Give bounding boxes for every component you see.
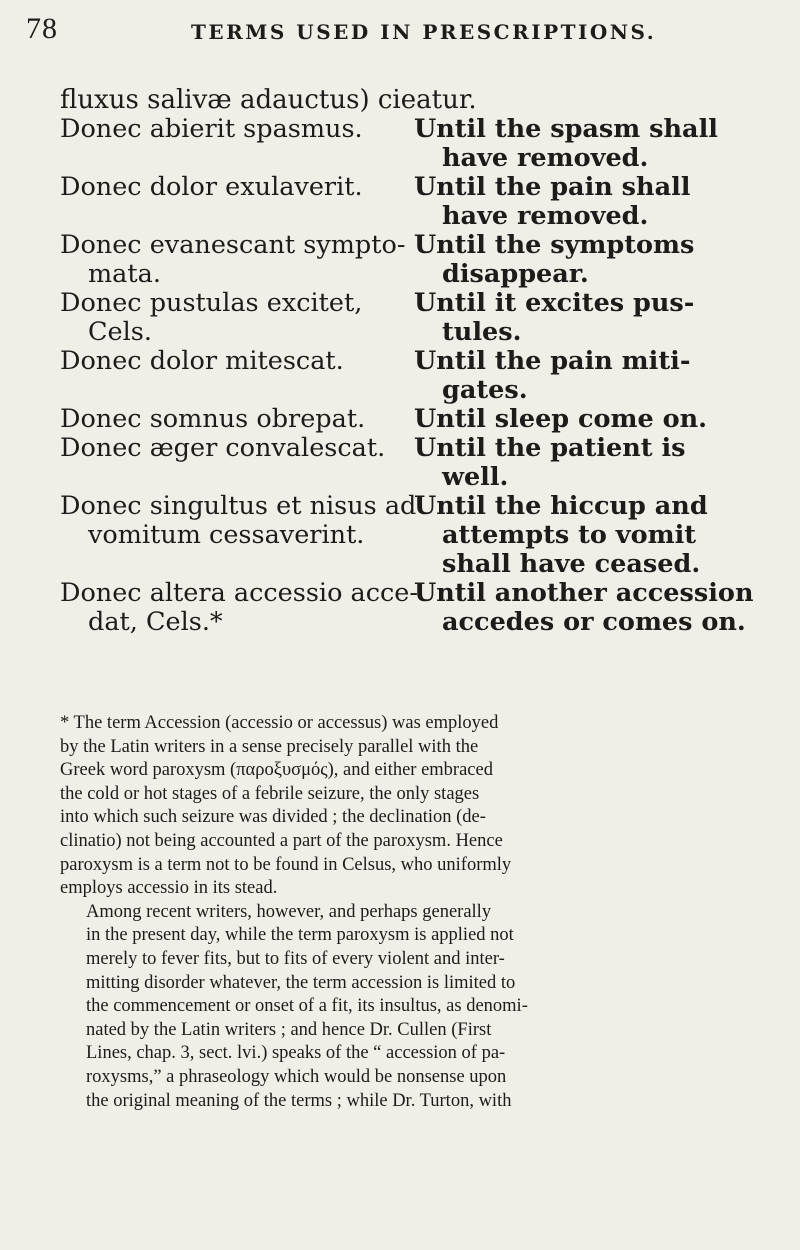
- latin-phrase: [60, 347, 414, 405]
- english-translation: [414, 231, 744, 289]
- english-line: shall have ceased.: [442, 549, 701, 579]
- footnote-line: nated by the Latin writers ; and hence Dr. Cullen (First: [86, 1019, 492, 1040]
- english-line: Until another accession: [414, 578, 754, 608]
- english-line: well.: [442, 462, 509, 492]
- english-line: have removed.: [442, 201, 649, 231]
- english-translation: [414, 434, 744, 492]
- phrase-row: [60, 579, 760, 637]
- latin-phrase: [60, 434, 414, 492]
- english-translation: [414, 115, 744, 173]
- latin-line: mata.: [88, 259, 161, 289]
- footnote-line: Lines, chap. 3, sect. lvi.) speaks of the “ accession of pa-: [86, 1043, 506, 1064]
- latin-line: dat, Cels.*: [88, 607, 223, 637]
- intro-line: [60, 86, 760, 115]
- footnote-line: paroxysm is a term not to be found in Celsus, who uniformly: [60, 854, 512, 875]
- footnote-line: mitting disorder whatever, the term accession is limited to: [86, 972, 516, 993]
- footnote-line: the cold or hot stages of a febrile seizure, the only stages: [60, 783, 480, 804]
- footnote-line: clinatio) not being accounted a part of the paroxysm. Hence: [60, 830, 503, 851]
- footnote: [60, 712, 760, 1113]
- latin-line: Donec abierit spasmus.: [60, 114, 363, 144]
- english-line: Until the patient is: [414, 433, 686, 463]
- english-line: Until the spasm shall: [414, 114, 718, 144]
- latin-line: Donec somnus obrepat.: [60, 404, 366, 434]
- running-head: [26, 12, 746, 52]
- english-translation: [414, 289, 744, 347]
- footnote-line: the commencement or onset of a fit, its insultus, as denomi-: [86, 996, 528, 1017]
- english-line: Until the pain shall: [414, 172, 691, 202]
- english-line: Until sleep come on.: [414, 404, 708, 434]
- latin-line: Donec pustulas excitet,: [60, 288, 363, 318]
- phrase-row: [60, 289, 760, 347]
- phrase-row: [60, 347, 760, 405]
- latin-line: vomitum cessaverint.: [88, 520, 365, 550]
- footnote-line: merely to fever fits, but to fits of every violent and inter-: [86, 948, 505, 969]
- english-line: Until the symptoms: [414, 230, 695, 260]
- english-translation: [414, 347, 744, 405]
- english-line: tules.: [442, 317, 522, 347]
- footnote-line: * The term Accession (accessio or accessus) was employed: [60, 713, 499, 733]
- english-line: attempts to vomit: [442, 520, 697, 550]
- footnote-line: Among recent writers, however, and perhaps generally: [86, 901, 492, 922]
- phrase-row: [60, 434, 760, 492]
- latin-phrase: [60, 289, 414, 347]
- footnote-line: into which such seizure was divided ; the declination (de-: [60, 807, 486, 828]
- page-number: 78: [26, 12, 58, 45]
- latin-line: Donec evanescant sympto-: [60, 230, 406, 260]
- intro-line-1: fluxus salivæ adauctus): [60, 85, 370, 115]
- running-head-title: TERMS USED IN PRESCRIPTIONS.: [191, 20, 657, 44]
- latin-phrase: [60, 578, 419, 637]
- phrase-row: [60, 492, 760, 579]
- english-translation: [414, 173, 744, 231]
- latin-phrase: [60, 491, 417, 579]
- phrase-row: [60, 115, 760, 173]
- latin-line: Donec dolor exulaverit.: [60, 172, 363, 202]
- english-translation: [414, 492, 744, 579]
- latin-line: Donec æger convalescat.: [60, 433, 386, 463]
- english-line: Until the pain miti-: [414, 346, 691, 376]
- phrase-row: [60, 405, 760, 434]
- english-line: gates.: [442, 375, 528, 405]
- footnote-line: roxysms,” a phraseology which would be nonsense upon: [86, 1066, 507, 1087]
- footnote-paragraph-1: [60, 712, 760, 901]
- intro-line-2: cieatur.: [377, 85, 477, 115]
- english-translation: [414, 405, 744, 434]
- latin-phrase: [60, 405, 414, 434]
- footnote-line: employs accessio in its stead.: [60, 878, 278, 899]
- latin-phrase: [60, 231, 414, 289]
- latin-phrase: [60, 115, 414, 173]
- english-translation: [414, 578, 754, 637]
- phrase-row: [60, 231, 760, 289]
- latin-line: Donec dolor mitescat.: [60, 346, 344, 376]
- footnote-paragraph-2: [60, 901, 760, 1113]
- footnote-line: the original meaning of the terms ; while Dr. Turton, with: [86, 1090, 512, 1111]
- footnote-line: Greek word paroxysm (παροξυσμός), and either embraced: [60, 760, 493, 781]
- phrase-list: [60, 86, 760, 637]
- phrase-rows: [60, 115, 760, 637]
- english-line: disappear.: [442, 259, 589, 289]
- english-line: Until it excites pus-: [414, 288, 695, 318]
- phrase-row: [60, 173, 760, 231]
- latin-line: Cels.: [88, 317, 152, 347]
- latin-line: Donec singultus et nisus ad: [60, 491, 417, 521]
- english-line: Until the hiccup and: [414, 491, 708, 521]
- footnote-line: in the present day, while the term paroxysm is applied not: [86, 925, 514, 946]
- latin-line: Donec altera accessio acce-: [60, 578, 419, 608]
- english-line: have removed.: [442, 143, 649, 173]
- english-line: accedes or comes on.: [442, 607, 746, 637]
- latin-phrase: [60, 173, 414, 231]
- footnote-line: by the Latin writers in a sense precisely parallel with the: [60, 736, 479, 757]
